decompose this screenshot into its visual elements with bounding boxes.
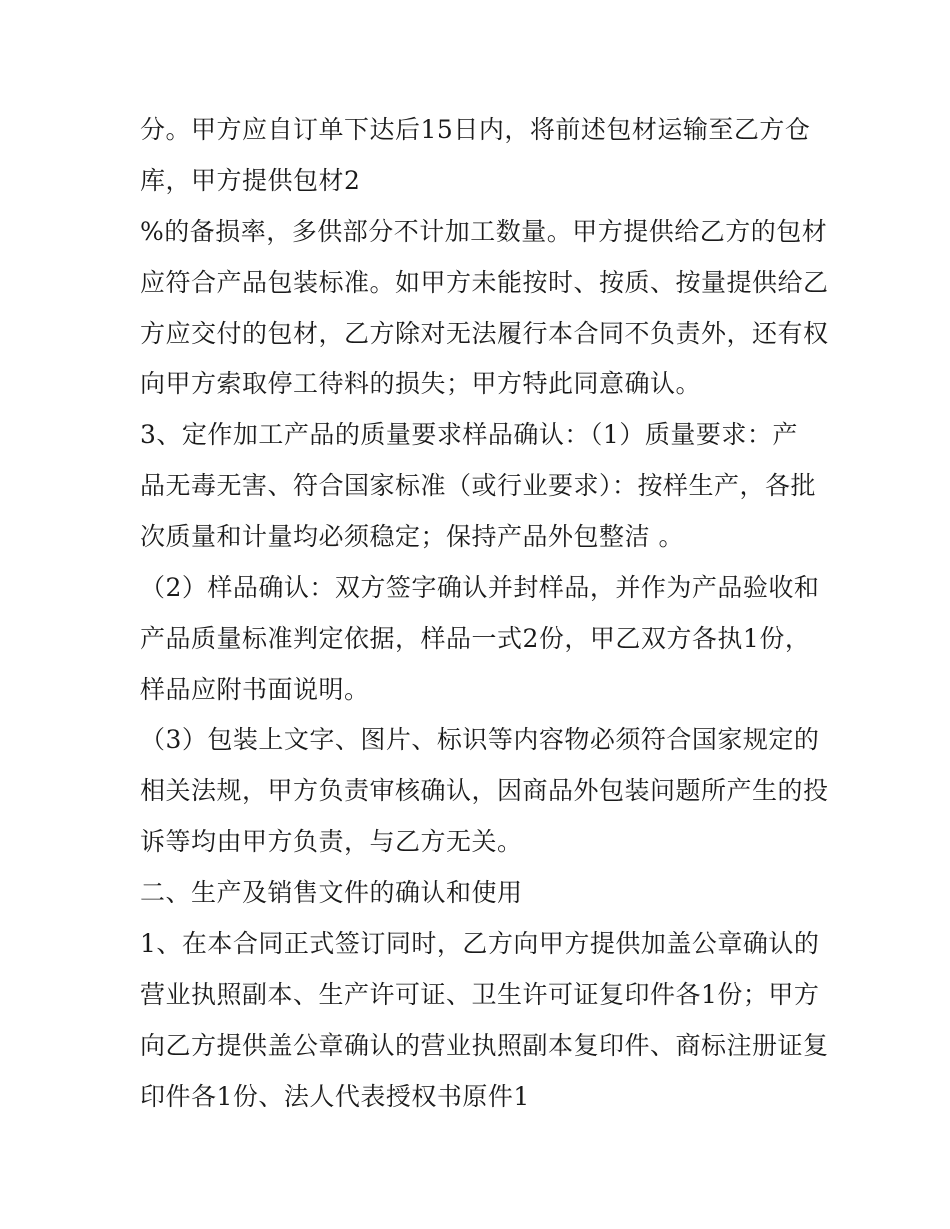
paragraph-line: 分。甲方应自订单下达后15日内，将前述包材运输至乙方仓 xyxy=(140,115,811,144)
paragraph-line: 产品质量标准判定依据，样品一式2份，甲乙双方各执1份， xyxy=(140,624,811,653)
paragraph-line: （2）样品确认：双方签字确认并封样品，并作为产品验收和 xyxy=(140,573,820,602)
paragraph-line: 诉等均由甲方负责，与乙方无关。 xyxy=(140,827,523,856)
section-heading: 二、生产及销售文件的确认和使用 xyxy=(140,878,523,907)
paragraph-line: 相关法规，甲方负责审核确认，因商品外包装问题所产生的投 xyxy=(140,776,829,805)
paragraph-line: 3、定作加工产品的质量要求样品确认：（1）质量要求：产 xyxy=(140,420,798,449)
paragraph-line: 品无毒无害、符合国家标准（或行业要求）：按样生产，各批 xyxy=(140,471,817,500)
paragraph-line: 1、在本合同正式签订同时，乙方向甲方提供加盖公章确认的 xyxy=(140,929,820,958)
paragraph-line: （3）包装上文字、图片、标识等内容物必须符合国家规定的 xyxy=(140,725,820,754)
paragraph-line: 印件各1份、法人代表授权书原件1 xyxy=(140,1082,530,1111)
paragraph-line: 库，甲方提供包材2 xyxy=(140,166,361,195)
paragraph-line: 次质量和计量均必须稳定；保持产品外包整洁 。 xyxy=(140,522,684,551)
paragraph-line: 方应交付的包材，乙方除对无法履行本合同不负责外，还有权 xyxy=(140,319,829,348)
paragraph-line: 向乙方提供盖公章确认的营业执照副本复印件、商标注册证复 xyxy=(140,1031,829,1060)
paragraph-line: 样品应附书面说明。 xyxy=(140,675,370,704)
paragraph-line: %的备损率，多供部分不计加工数量。甲方提供给乙方的包材 xyxy=(140,217,828,246)
paragraph-line: 营业执照副本、生产许可证、卫生许可证复印件各1份；甲方 xyxy=(140,980,820,1009)
paragraph-line: 应符合产品包装标准。如甲方未能按时、按质、按量提供给乙 xyxy=(140,268,829,297)
paragraph-line: 向甲方索取停工待料的损失；甲方特此同意确认。 xyxy=(140,369,702,398)
